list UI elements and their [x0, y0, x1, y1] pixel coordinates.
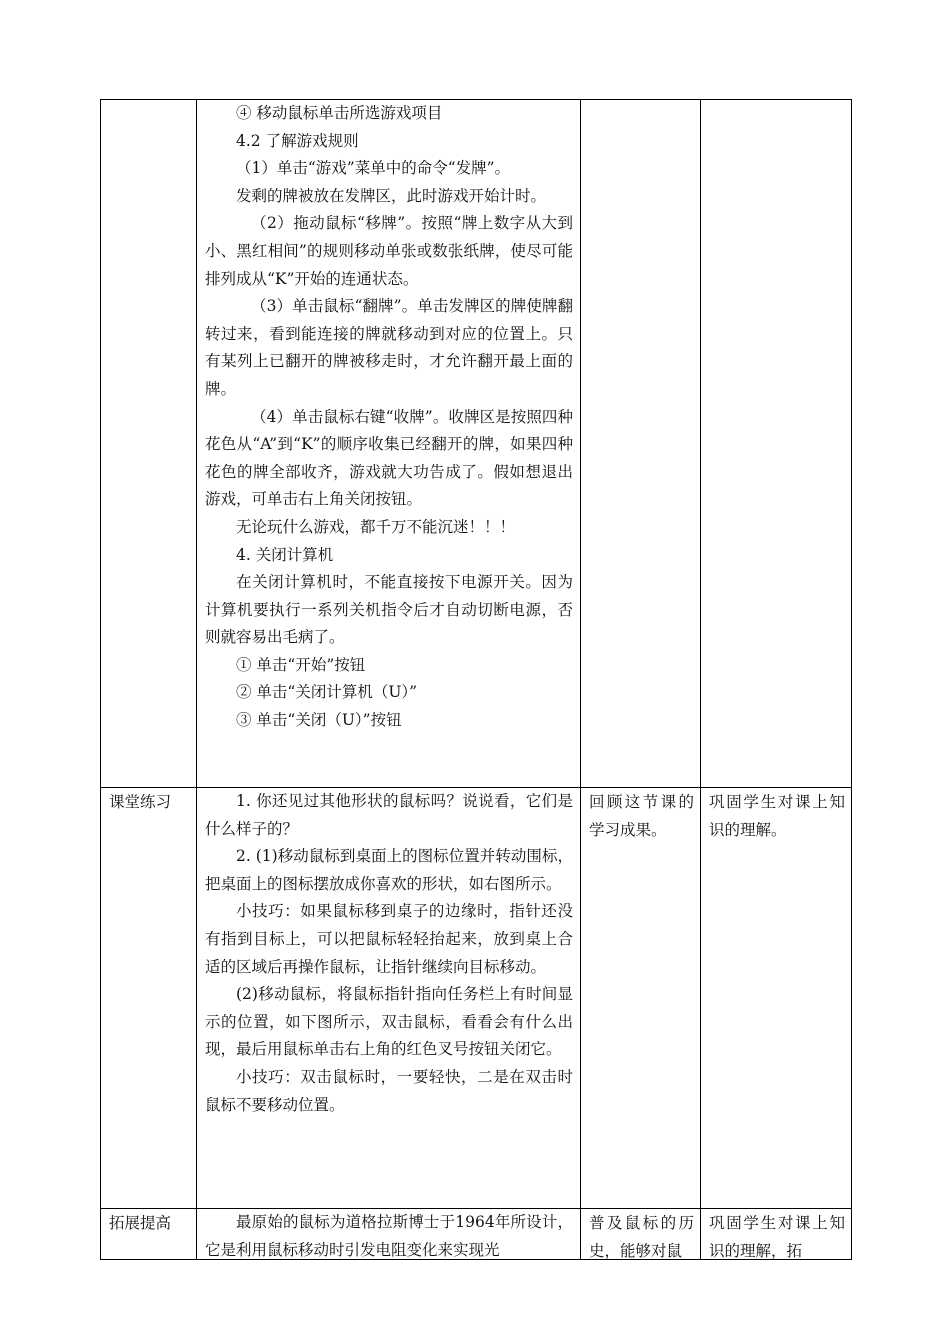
paragraph: （2）拖动鼠标“移牌”。按照“牌上数字从大到小、黑红相间”的规则移动单张或数张纸牌，使尽可能排列成从“K”开始的连通状态。	[205, 214, 573, 288]
row1-intent-cell	[581, 100, 701, 788]
row1-goal-cell	[701, 100, 852, 788]
table-row	[101, 788, 852, 1209]
paragraph: ② 单击“关闭计算机（U）”	[236, 683, 418, 702]
paragraph: 小技巧：双击鼠标时，一要轻快，二是在双击时鼠标不要移动位置。	[205, 1067, 573, 1114]
paragraph: 4. 关闭计算机	[236, 545, 334, 564]
row2-intent-cell	[581, 788, 701, 1209]
lesson-plan-table	[100, 99, 852, 1260]
paragraph: (2)移动鼠标，将鼠标指针指向任务栏上有时间显示的位置，如下图所示，双击鼠标，看看会有什么出现，最后用鼠标单击右上角的红色叉号按钮关闭它。	[205, 985, 573, 1059]
section-label-practice: 课堂练习	[109, 793, 172, 811]
paragraph: 2. (1)移动鼠标到桌面上的图标位置并转动围标，把桌面上的图标摆放成你喜欢的形状，如右图所示。	[205, 847, 573, 893]
paragraph: 4.2 了解游戏规则	[236, 131, 359, 150]
row2-goal-text: 巩固学生对课上知识的理解。	[709, 793, 845, 839]
row3-content	[197, 1209, 580, 1259]
paragraph: ④ 移动鼠标单击所选游戏项目	[236, 104, 443, 122]
paragraph: 发剩的牌被放在发牌区，此时游戏开始计时。	[236, 186, 547, 205]
row3-content-cell	[197, 1209, 581, 1260]
row1-content	[197, 100, 580, 735]
row2-intent-text: 回顾这节课的学习成果。	[589, 793, 694, 839]
row2-content-cell	[197, 788, 581, 1209]
row3-label-cell	[101, 1209, 197, 1260]
row2-content	[197, 788, 580, 1119]
paragraph: ③ 单击“关闭（U）”按钮	[236, 711, 402, 730]
paragraph: 无论玩什么游戏，都千万不能沉迷！！！	[236, 517, 516, 536]
row1-label-cell	[101, 100, 197, 788]
paragraph: （4）单击鼠标右键“收牌”。收牌区是按照四种花色从“A”到“K”的顺序收集已经翻开的牌，如果四种花色的牌全部收齐，游戏就大功告成了。假如想退出游戏，可单击右上角关闭按钮。	[205, 407, 573, 509]
table-row	[101, 1209, 852, 1260]
row3-intent-cell	[581, 1209, 701, 1260]
paragraph: 小技巧：如果鼠标移到桌子的边缘时，指针还没有指到目标上，可以把鼠标轻轻抬起来，放到桌上合适的区域后再操作鼠标，让指针继续向目标移动。	[205, 902, 573, 976]
paragraph: （3）单击鼠标“翻牌”。单击发牌区的牌使牌翻转过来，看到能连接的牌就移动到对应的位置上。只有某列上已翻开的牌被移走时，才允许翻开最上面的牌。	[205, 297, 573, 398]
row3-intent-text: 普及鼠标的历史，能够对鼠	[589, 1214, 694, 1259]
section-label-extension: 拓展提高	[109, 1214, 172, 1232]
paragraph: ① 单击“开始”按钮	[236, 655, 366, 674]
paragraph: 最原始的鼠标为道格拉斯博士于1964年所设计，它是利用鼠标移动时引发电阻变化来实现光	[205, 1213, 573, 1259]
row1-content-cell	[197, 100, 581, 788]
row2-goal-cell	[701, 788, 852, 1209]
row3-goal-cell	[701, 1209, 852, 1260]
paragraph: 在关闭计算机时，不能直接按下电源开关。因为计算机要执行一系列关机指令后才自动切断电源，否则就容易出毛病了。	[205, 573, 573, 647]
paragraph: 1. 你还见过其他形状的鼠标吗？说说看，它们是什么样子的？	[205, 792, 573, 838]
table-row	[101, 100, 852, 788]
row3-goal-text: 巩固学生对课上知识的理解，拓	[709, 1214, 845, 1259]
paragraph: （1）单击“游戏”菜单中的命令“发牌”。	[236, 159, 511, 178]
row2-label-cell	[101, 788, 197, 1209]
